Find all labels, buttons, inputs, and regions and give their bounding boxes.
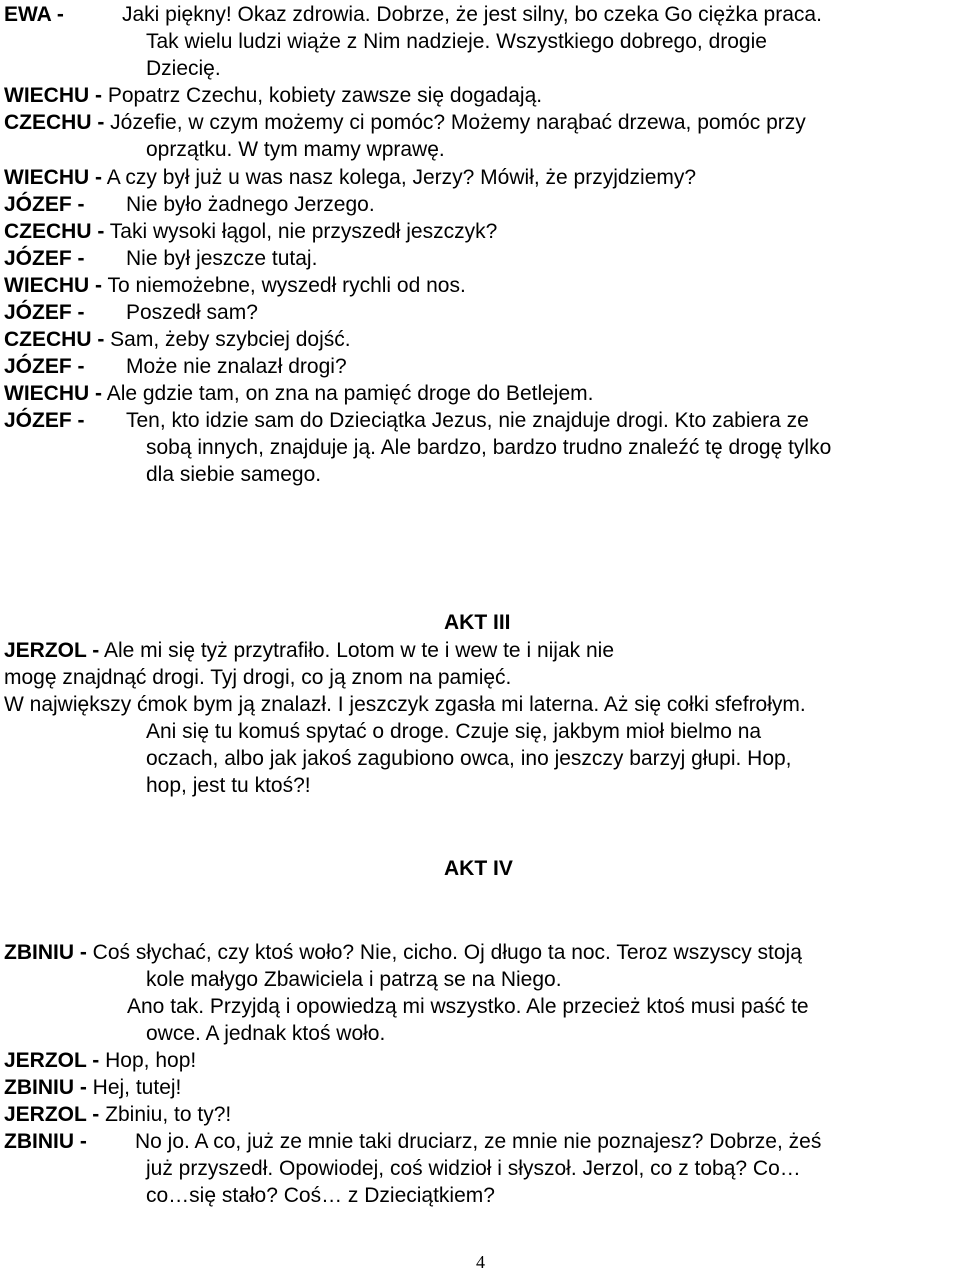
dialogue-line (4, 165, 696, 191)
dialogue-line (146, 137, 445, 163)
line-text: Jaki piękny! Okaz zdrowia. Dobrze, że jest silny, bo czeka Go ciężka praca. (122, 3, 822, 26)
speaker-label: JERZOL - (4, 1049, 100, 1072)
line-text: Taki wysoki łągol, nie przyszedł jeszczyk? (109, 220, 498, 243)
line-text: hop, jest tu ktoś?! (146, 774, 311, 797)
line-text: Nie było żadnego Jerzego. (126, 193, 375, 216)
line-text: sobą innych, znajduje ją. Ale bardzo, bardzo trudno znaleźć tę drogę tylko (146, 436, 832, 459)
line-text: To niemożebne, wyszedł rychli od nos. (107, 274, 466, 297)
speaker-label: ZBINIU - (4, 1076, 87, 1099)
line-text: Popatrz Czechu, kobiety zawsze się dogadają. (107, 84, 543, 107)
speaker-label: EWA - (4, 3, 64, 26)
speaker-label: CZECHU - (4, 220, 105, 243)
line-text: Ten, kto idzie sam do Dzieciątka Jezus, nie znajduje drogi. Kto zabiera ze (126, 409, 809, 432)
line-text: Nie był jeszcze tutaj. (126, 247, 318, 270)
dialogue-line (4, 638, 614, 664)
speaker-label: CZECHU - (4, 328, 105, 351)
line-text: A czy był już u was nasz kolega, Jerzy? Mówił, że przyjdziemy? (106, 166, 697, 189)
line-text: Hop, hop! (105, 1049, 197, 1072)
line-text: oprzątku. W tym mamy wprawę. (146, 138, 445, 161)
dialogue-line (4, 83, 542, 109)
dialogue-line (146, 462, 321, 488)
dialogue-line (4, 665, 511, 691)
speaker-label: JÓZEF - (4, 355, 85, 378)
speaker-label: JÓZEF - (4, 409, 85, 432)
line-text: Józefie, w czym możemy ci pomóc? Możemy narąbać drzewa, pomóc przy (110, 111, 806, 134)
line-text: Zbiniu, to ty?! (105, 1103, 232, 1126)
dialogue-line (4, 940, 802, 966)
dialogue-line (146, 435, 831, 461)
dialogue-line (127, 994, 809, 1020)
act-title: AKT IV (444, 857, 513, 880)
dialogue-line (4, 192, 375, 218)
dialogue-line (4, 381, 593, 407)
line-text: co…się stało? Coś… z Dzieciątkiem? (146, 1184, 495, 1207)
line-text: dla siebie samego. (146, 463, 322, 486)
dialogue-line (146, 56, 221, 82)
speaker-label: JERZOL - (4, 639, 100, 662)
line-text: Hej, tutej! (92, 1076, 182, 1099)
line-text: Tak wielu ludzi wiąże z Nim nadzieje. Wszystkiego dobrego, drogie (146, 30, 767, 53)
line-text: już przyszedł. Opowiodej, coś widzioł i słyszoł. Jerzol, co z tobą? Co… (146, 1157, 801, 1180)
line-text: No jo. A co, już ze mnie taki druciarz, ze mnie nie poznajesz? Dobrze, żeś (135, 1130, 822, 1153)
line-text: Ano tak. Przyjdą i opowiedzą mi wszystko. Ale przecież ktoś musi paść te (127, 995, 809, 1018)
line-text: mogę znajdnąć drogi. Tyj drogi, co ją znom na pamięć. (4, 666, 512, 689)
dialogue-line (4, 408, 809, 434)
speaker-label: WIECHU - (4, 274, 102, 297)
speaker-label: WIECHU - (4, 84, 102, 107)
line-text: Dziecię. (146, 57, 221, 80)
dialogue-line (146, 773, 311, 799)
dialogue-line (4, 2, 822, 28)
dialogue-line (4, 1129, 821, 1155)
dialogue-line (146, 1156, 801, 1182)
dialogue-line (146, 746, 792, 772)
dialogue-line (4, 219, 497, 245)
dialogue-line (146, 1021, 385, 1047)
dialogue-line (4, 1102, 231, 1128)
dialogue-line (4, 110, 806, 136)
speaker-label: CZECHU - (4, 111, 105, 134)
line-text: W największy ćmok bym ją znalazł. I jeszczyk zgasła mi laterna. Aż się cołki sfefrołym. (4, 693, 806, 716)
speaker-label: JÓZEF - (4, 301, 85, 324)
act-title: AKT III (444, 611, 511, 634)
line-text: kole małygo Zbawiciela i patrzą se na Niego. (146, 968, 562, 991)
dialogue-line (4, 273, 466, 299)
speaker-label: WIECHU - (4, 166, 102, 189)
page-number: 4 (476, 1252, 485, 1272)
dialogue-line (4, 300, 258, 326)
line-text: Ale gdzie tam, on zna na pamięć droge do Betlejem. (106, 382, 594, 405)
dialogue-line (146, 29, 767, 55)
dialogue-line (4, 1075, 181, 1101)
speaker-label: WIECHU - (4, 382, 102, 405)
line-text: Coś słychać, czy ktoś woło? Nie, cicho. Oj długo ta noc. Teroz wszyscy stoją (92, 941, 802, 964)
dialogue-line (4, 692, 806, 718)
dialogue-line (4, 1048, 196, 1074)
dialogue-line (146, 967, 562, 993)
line-text: Może nie znalazł drogi? (126, 355, 347, 378)
dialogue-line (146, 1183, 495, 1209)
line-text: owce. A jednak ktoś woło. (146, 1022, 386, 1045)
speaker-label: ZBINIU - (4, 1130, 87, 1153)
dialogue-line (4, 246, 317, 272)
line-text: Sam, żeby szybciej dojść. (110, 328, 351, 351)
line-text: Ani się tu komuś spytać o droge. Czuje się, jakbym mioł bielmo na (146, 720, 762, 743)
speaker-label: JÓZEF - (4, 247, 85, 270)
dialogue-line (4, 327, 351, 353)
speaker-label: ZBINIU - (4, 941, 87, 964)
dialogue-line (146, 719, 761, 745)
line-text: Poszedł sam? (126, 301, 258, 324)
line-text: oczach, albo jak jakoś zagubiono owca, ino jeszczy barzyj głupi. Hop, (146, 747, 792, 770)
speaker-label: JÓZEF - (4, 193, 85, 216)
dialogue-line (4, 354, 347, 380)
speaker-label: JERZOL - (4, 1103, 100, 1126)
line-text: Ale mi się tyż przytrafiło. Lotom w te i wew te i nijak nie (103, 639, 614, 662)
